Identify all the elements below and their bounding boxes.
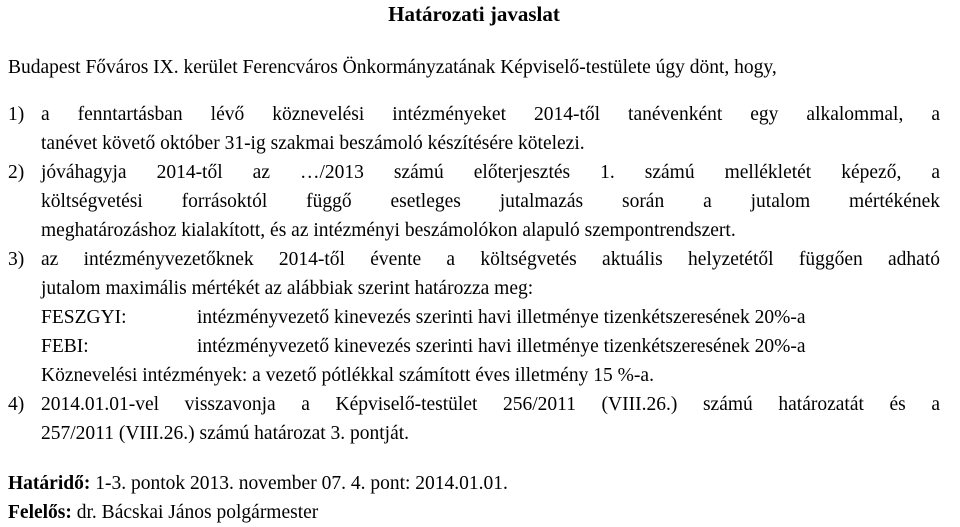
resolution-items — [8, 100, 940, 448]
intro-paragraph: Budapest Főváros IX. kerület Ferencváros Önkormányzatának Képviselő-testülete úgy dönt, hogy, — [8, 57, 777, 78]
item-closing-line: Köznevelési intézmények: a vezető pótlékkal számított éves illetmény 15 %-a. — [41, 365, 654, 386]
resolution-item-4 — [8, 390, 940, 448]
item-line: 257/2011 (VIII.26.) számú határozat 3. pontját. — [41, 423, 410, 444]
item-body — [41, 390, 940, 448]
deadline-text: 1-3. pontok 2013. november 07. 4. pont: 2014.01.01. — [90, 473, 508, 494]
allowance-row-febi — [41, 332, 940, 361]
item-body — [41, 100, 940, 158]
allowance-text: intézményvezető kinevezés szerinti havi illetménye tizenkétszeresének 20%-a — [197, 307, 806, 328]
item-line: jóváhagyja 2014-től az …/2013 számú előterjesztés 1. számú mellékletét képező, a — [41, 162, 940, 183]
resolution-item-3 — [8, 245, 940, 390]
document-title: Határozati javaslat — [388, 2, 560, 26]
item-line: tanévet követő október 31-ig szakmai beszámoló készítésére kötelezi. — [41, 133, 585, 154]
institution-label: FEBI: — [41, 336, 89, 357]
item-body — [41, 158, 940, 245]
resolution-item-2 — [8, 158, 940, 245]
institution-label: FESZGYI: — [41, 307, 127, 328]
item-line: 2014.01.01-vel visszavonja a Képviselő-testület 256/2011 (VIII.26.) számú határozatát és a — [41, 394, 940, 415]
item-line: a fenntartásban lévő köznevelési intézményeket 2014-től tanévenként egy alkalommal, a — [41, 104, 940, 125]
item-line: jutalom maximális mértékét az alábbiak szerint határozza meg: — [41, 278, 534, 299]
deadline-label: Határidő: — [8, 473, 91, 494]
resolution-item-1 — [8, 100, 940, 158]
item-number: 2) — [8, 162, 25, 183]
item-number: 3) — [8, 249, 25, 270]
responsible-text: dr. Bácskai János polgármester — [71, 502, 319, 523]
item-number: 1) — [8, 104, 25, 125]
item-body — [41, 245, 940, 390]
deadline-line — [8, 469, 940, 498]
item-number: 4) — [8, 394, 25, 415]
allowance-row-feszgyi — [41, 303, 940, 332]
item-line: az intézményvezetőknek 2014-től évente a költségvetés aktuális helyzetétől függően adható — [41, 249, 940, 270]
item-line: költségvetési forrásoktól függő esetleges jutalmazás során a jutalom mértékének — [41, 191, 940, 212]
item-line: meghatározáshoz kialakított, és az intézményi beszámolókon alapuló szempontrendszert. — [41, 220, 736, 241]
responsible-line — [8, 498, 940, 527]
allowance-text: intézményvezető kinevezés szerinti havi illetménye tizenkétszeresének 20%-a — [197, 336, 806, 357]
footer — [8, 469, 940, 527]
responsible-label: Felelős: — [8, 502, 72, 523]
